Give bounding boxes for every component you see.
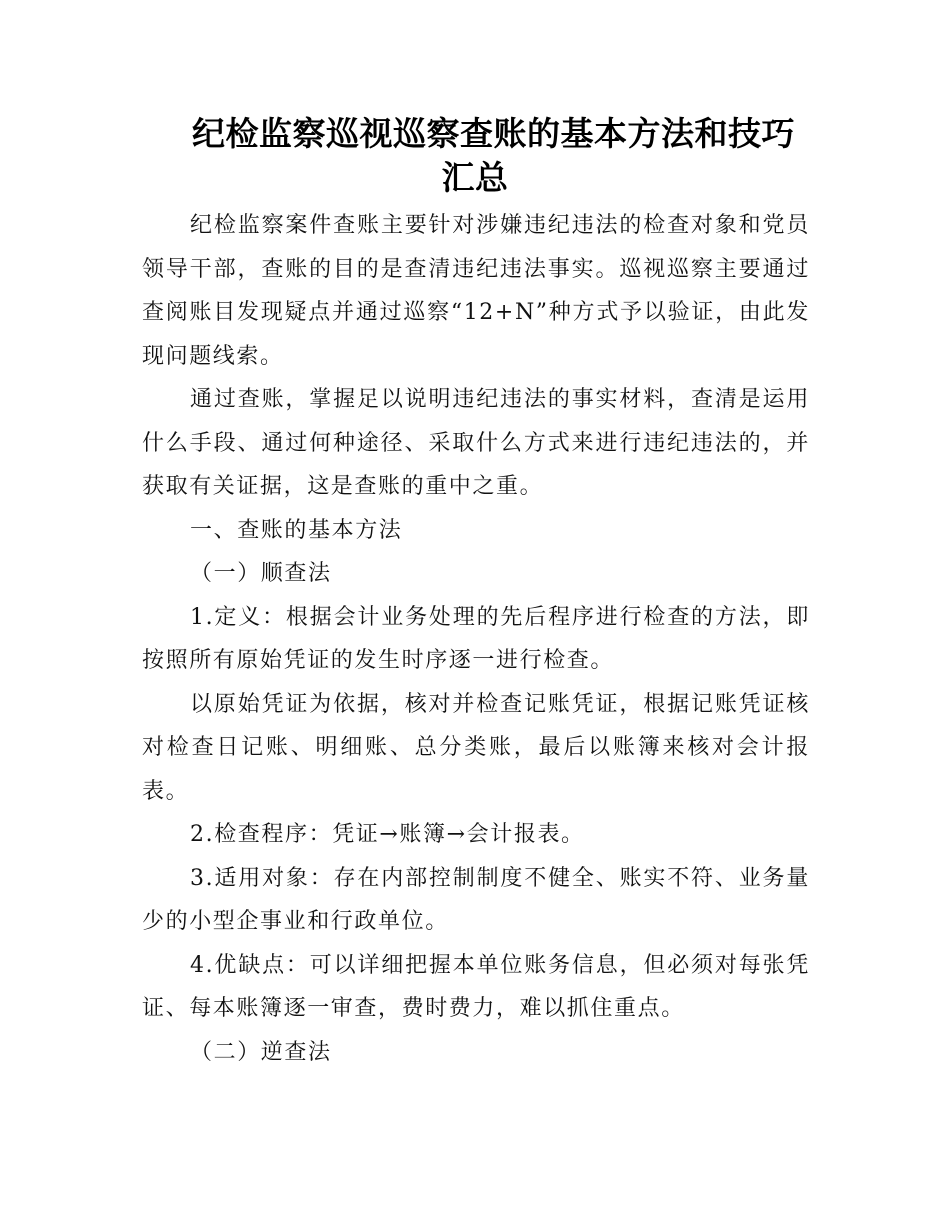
title-line-1: 纪检监察巡视巡察查账的基本方法和技巧: [192, 114, 795, 153]
paragraph-definition: 1.定义：根据会计业务处理的先后程序进行检查的方法，即按照所有原始凭证的发生时序逐一进行检查。: [142, 604, 810, 673]
subsection-heading: （一）顺查法: [190, 561, 332, 586]
paragraph-basis: 以原始凭证为依据，核对并检查记账凭证，根据记账凭证核对检查日记账、明细账、总分类账，最后以账簿来核对会计报表。: [142, 691, 810, 804]
paragraph-purpose: 通过查账，掌握足以说明违纪违法的事实材料，查清是运用什么手段、通过何种途径、采取什么方式来进行违纪违法的，并获取有关证据，这是查账的重中之重。: [142, 387, 810, 499]
paragraph-procedure: 2.检查程序：凭证→账簿→会计报表。: [190, 822, 585, 847]
paragraph-scope: 3.适用对象：存在内部控制制度不健全、账实不符、业务量少的小型企事业和行政单位。: [142, 865, 810, 934]
title-line-2: 汇总: [441, 158, 509, 197]
paragraph-intro: 纪检监察案件查账主要针对涉嫌违纪违法的检查对象和党员领导干部，查账的目的是查清违纪违法事实。巡视巡察主要通过查阅账目发现疑点并通过巡察“12+N”种方式予以验证，由此发现问题线索。: [142, 213, 810, 369]
section-heading: 一、查账的基本方法: [190, 517, 403, 543]
document-body: [142, 204, 810, 1074]
paragraph-pros-cons: 4.优缺点：可以详细把握本单位账务信息，但必须对每张凭证、每本账簿逐一审查，费时费力，难以抓住重点。: [142, 952, 810, 1021]
subsection-heading: （二）逆查法: [190, 1039, 332, 1065]
document-title: [142, 112, 808, 200]
